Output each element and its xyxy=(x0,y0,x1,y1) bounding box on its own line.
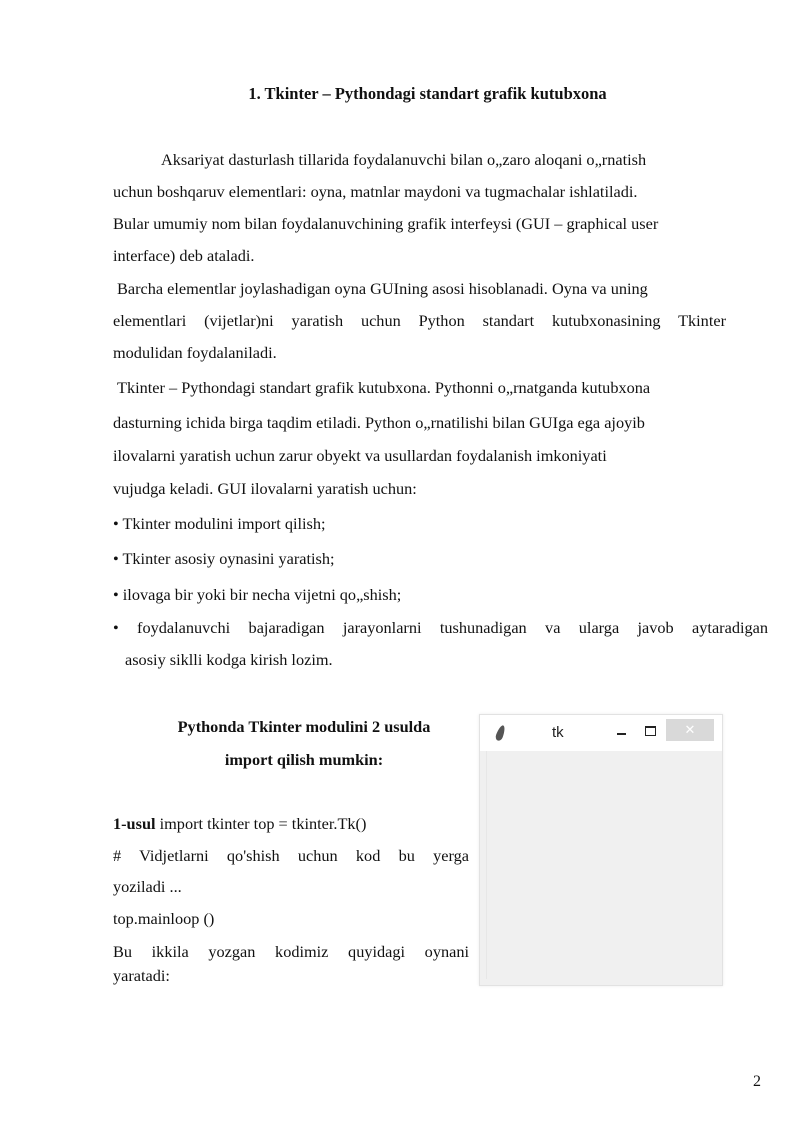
code-comment: yoziladi ... xyxy=(113,877,182,896)
text-line: Tkinter – Pythondagi standart grafik kutubxona. Pythonni o„rnatganda kutubxona xyxy=(117,378,651,397)
text-line: ilovalarni yaratish uchun zarur obyekt va usullardan foydalanish imkoniyati xyxy=(113,446,607,465)
text-line: Aksariyat dasturlash tillarida foydalanuvchi bilan o„zaro aloqani o„rnatish xyxy=(161,150,647,169)
list-item: • ilovaga bir yoki bir necha vijetni qo„shish; xyxy=(113,585,402,604)
text-line: modulidan foydalaniladi. xyxy=(113,343,277,362)
text-line: dasturning ichida birga taqdim etiladi. Python o„rnatilishi bilan GUIga ega ajoyib xyxy=(113,413,645,432)
text-line: uchun boshqaruv elementlari: oyna, matnlar maydoni va tugmachalar ishlatiladi. xyxy=(113,182,638,201)
page-number: 2 xyxy=(753,1073,761,1090)
text-line: elementlari (vijetlar)ni yaratish uchun Python standart kutubxonasining Tkinter xyxy=(113,311,726,330)
minimize-icon xyxy=(617,733,626,735)
maximize-icon xyxy=(645,726,656,736)
feather-icon xyxy=(494,724,506,741)
subtitle-line: Pythonda Tkinter modulini 2 usulda xyxy=(177,717,431,736)
code-text: import tkinter top = tkinter.Tk() xyxy=(155,814,367,833)
text-line: Bular umumiy nom bilan foydalanuvchining grafik interfeysi (GUI – graphical user xyxy=(113,214,659,233)
method-line xyxy=(113,814,366,834)
subtitle-line: import qilish mumkin: xyxy=(224,750,384,769)
subsection-title xyxy=(113,710,495,776)
tk-window-body xyxy=(486,751,716,979)
list-item: • Tkinter asosiy oynasini yaratish; xyxy=(113,549,335,568)
list-item: • foydalanuvchi bajaradigan jarayonlarni tushunadigan va ularga javob aytaradigan xyxy=(113,618,768,637)
code-comment: # Vidjetlarni qo'shish uchun kod bu yerga xyxy=(113,846,469,865)
section-title: 1. Tkinter – Pythondagi standart grafik kutubxona xyxy=(248,84,607,103)
text-line: interface) deb ataladi. xyxy=(113,246,255,265)
close-button: ✕ xyxy=(666,719,714,741)
text-line: vujudga keladi. GUI ilovalarni yaratish uchun: xyxy=(113,479,417,498)
list-item: • Tkinter modulini import qilish; xyxy=(113,514,326,533)
list-item: asosiy siklli kodga kirish lozim. xyxy=(125,650,333,669)
tk-window-screenshot xyxy=(479,714,723,986)
code-text: top.mainloop () xyxy=(113,909,215,928)
text-line: Barcha elementlar joylashadigan oyna GUIning asosi hisoblanadi. Oyna va uning xyxy=(117,279,648,298)
description-line: yaratadi: xyxy=(113,966,170,985)
tk-titlebar xyxy=(480,715,722,751)
method-label: 1-usul xyxy=(113,814,156,833)
description-line: Bu ikkila yozgan kodimiz quyidagi oynani xyxy=(113,942,469,961)
tk-window-title: tk xyxy=(552,724,564,741)
